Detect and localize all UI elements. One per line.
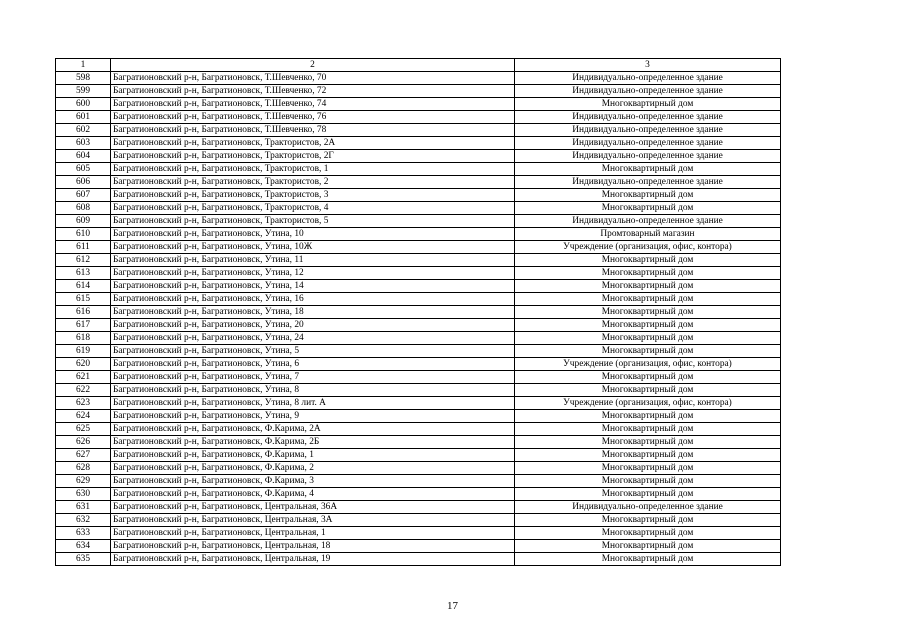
object-type-cell: Многоквартирный дом bbox=[515, 436, 781, 449]
table-row bbox=[56, 215, 781, 228]
object-type-cell: Промтоварный магазин bbox=[515, 228, 781, 241]
row-number-cell: 631 bbox=[56, 501, 111, 514]
address-cell: Багратионовский р-н, Багратионовск, Трактористов, 3 bbox=[111, 189, 515, 202]
address-cell: Багратионовский р-н, Багратионовск, Утина, 20 bbox=[111, 319, 515, 332]
object-type-cell: Многоквартирный дом bbox=[515, 488, 781, 501]
object-type-cell: Многоквартирный дом bbox=[515, 332, 781, 345]
table-row bbox=[56, 176, 781, 189]
table-row bbox=[56, 319, 781, 332]
table-row bbox=[56, 384, 781, 397]
table-row bbox=[56, 202, 781, 215]
object-type-cell: Индивидуально-определенное здание bbox=[515, 137, 781, 150]
address-cell: Багратионовский р-н, Багратионовск, Центральная, 19 bbox=[111, 553, 515, 566]
object-type-cell: Многоквартирный дом bbox=[515, 345, 781, 358]
column-header-1: 1 bbox=[56, 59, 111, 72]
address-cell: Багратионовский р-н, Багратионовск, Т.Шевченко, 72 bbox=[111, 85, 515, 98]
table-row bbox=[56, 150, 781, 163]
table-row bbox=[56, 397, 781, 410]
object-type-cell: Индивидуально-определенное здание bbox=[515, 85, 781, 98]
table-row bbox=[56, 163, 781, 176]
object-type-cell: Учреждение (организация, офис, контора) bbox=[515, 358, 781, 371]
row-number-cell: 618 bbox=[56, 332, 111, 345]
table-row bbox=[56, 124, 781, 137]
object-type-cell: Многоквартирный дом bbox=[515, 306, 781, 319]
address-cell: Багратионовский р-н, Багратионовск, Трактористов, 2Г bbox=[111, 150, 515, 163]
table-row bbox=[56, 436, 781, 449]
row-number-cell: 606 bbox=[56, 176, 111, 189]
row-number-cell: 620 bbox=[56, 358, 111, 371]
table-row bbox=[56, 410, 781, 423]
object-type-cell: Многоквартирный дом bbox=[515, 475, 781, 488]
address-cell: Багратионовский р-н, Багратионовск, Трактористов, 2 bbox=[111, 176, 515, 189]
address-cell: Багратионовский р-н, Багратионовск, Ф.Карима, 2 bbox=[111, 462, 515, 475]
object-type-cell: Многоквартирный дом bbox=[515, 384, 781, 397]
object-type-cell: Многоквартирный дом bbox=[515, 293, 781, 306]
table-row bbox=[56, 540, 781, 553]
address-cell: Багратионовский р-н, Багратионовск, Утина, 11 bbox=[111, 254, 515, 267]
object-type-cell: Учреждение (организация, офис, контора) bbox=[515, 241, 781, 254]
object-type-cell: Многоквартирный дом bbox=[515, 449, 781, 462]
row-number-cell: 600 bbox=[56, 98, 111, 111]
row-number-cell: 605 bbox=[56, 163, 111, 176]
table-row bbox=[56, 332, 781, 345]
address-cell: Багратионовский р-н, Багратионовск, Утина, 16 bbox=[111, 293, 515, 306]
row-number-cell: 628 bbox=[56, 462, 111, 475]
object-type-cell: Индивидуально-определенное здание bbox=[515, 176, 781, 189]
object-type-cell: Индивидуально-определенное здание bbox=[515, 72, 781, 85]
row-number-cell: 634 bbox=[56, 540, 111, 553]
row-number-cell: 633 bbox=[56, 527, 111, 540]
object-type-cell: Многоквартирный дом bbox=[515, 371, 781, 384]
object-type-cell: Многоквартирный дом bbox=[515, 267, 781, 280]
address-cell: Багратионовский р-н, Багратионовск, Трактористов, 1 bbox=[111, 163, 515, 176]
row-number-cell: 615 bbox=[56, 293, 111, 306]
row-number-cell: 604 bbox=[56, 150, 111, 163]
row-number-cell: 603 bbox=[56, 137, 111, 150]
table-row bbox=[56, 449, 781, 462]
table-row bbox=[56, 488, 781, 501]
row-number-cell: 635 bbox=[56, 553, 111, 566]
row-number-cell: 623 bbox=[56, 397, 111, 410]
object-type-cell: Индивидуально-определенное здание bbox=[515, 111, 781, 124]
table-row bbox=[56, 241, 781, 254]
address-cell: Багратионовский р-н, Багратионовск, Ф.Карима, 3 bbox=[111, 475, 515, 488]
row-number-cell: 608 bbox=[56, 202, 111, 215]
address-cell: Багратионовский р-н, Багратионовск, Утина, 24 bbox=[111, 332, 515, 345]
object-type-cell: Индивидуально-определенное здание bbox=[515, 501, 781, 514]
object-type-cell: Индивидуально-определенное здание bbox=[515, 215, 781, 228]
address-cell: Багратионовский р-н, Багратионовск, Утина, 7 bbox=[111, 371, 515, 384]
row-number-cell: 624 bbox=[56, 410, 111, 423]
address-cell: Багратионовский р-н, Багратионовск, Ф.Карима, 4 bbox=[111, 488, 515, 501]
address-cell: Багратионовский р-н, Багратионовск, Т.Шевченко, 76 bbox=[111, 111, 515, 124]
row-number-cell: 619 bbox=[56, 345, 111, 358]
address-cell: Багратионовский р-н, Багратионовск, Центральная, 36А bbox=[111, 501, 515, 514]
row-number-cell: 621 bbox=[56, 371, 111, 384]
address-cell: Багратионовский р-н, Багратионовск, Трактористов, 5 bbox=[111, 215, 515, 228]
table-row bbox=[56, 228, 781, 241]
object-type-cell: Многоквартирный дом bbox=[515, 254, 781, 267]
address-cell: Багратионовский р-н, Багратионовск, Утина, 5 bbox=[111, 345, 515, 358]
object-type-cell: Многоквартирный дом bbox=[515, 540, 781, 553]
row-number-cell: 599 bbox=[56, 85, 111, 98]
address-cell: Багратионовский р-н, Багратионовск, Утина, 18 bbox=[111, 306, 515, 319]
object-type-cell: Многоквартирный дом bbox=[515, 280, 781, 293]
address-cell: Багратионовский р-н, Багратионовск, Центральная, 18 bbox=[111, 540, 515, 553]
row-number-cell: 622 bbox=[56, 384, 111, 397]
table-row bbox=[56, 462, 781, 475]
table-row bbox=[56, 98, 781, 111]
row-number-cell: 609 bbox=[56, 215, 111, 228]
row-number-cell: 614 bbox=[56, 280, 111, 293]
address-cell: Багратионовский р-н, Багратионовск, Утина, 8 bbox=[111, 384, 515, 397]
table-row bbox=[56, 306, 781, 319]
row-number-cell: 598 bbox=[56, 72, 111, 85]
address-cell: Багратионовский р-н, Багратионовск, Утина, 12 bbox=[111, 267, 515, 280]
address-cell: Багратионовский р-н, Багратионовск, Т.Шевченко, 70 bbox=[111, 72, 515, 85]
table-row bbox=[56, 254, 781, 267]
object-type-cell: Индивидуально-определенное здание bbox=[515, 150, 781, 163]
address-cell: Багратионовский р-н, Багратионовск, Утина, 9 bbox=[111, 410, 515, 423]
row-number-cell: 601 bbox=[56, 111, 111, 124]
object-type-cell: Многоквартирный дом bbox=[515, 98, 781, 111]
object-type-cell: Многоквартирный дом bbox=[515, 462, 781, 475]
table-row bbox=[56, 553, 781, 566]
address-cell: Багратионовский р-н, Багратионовск, Утина, 8 лит. А bbox=[111, 397, 515, 410]
table-row bbox=[56, 527, 781, 540]
object-type-cell: Многоквартирный дом bbox=[515, 319, 781, 332]
row-number-cell: 612 bbox=[56, 254, 111, 267]
row-number-cell: 613 bbox=[56, 267, 111, 280]
table-row bbox=[56, 111, 781, 124]
table-header bbox=[56, 59, 781, 72]
table-row bbox=[56, 358, 781, 371]
address-cell: Багратионовский р-н, Багратионовск, Утина, 14 bbox=[111, 280, 515, 293]
object-type-cell: Многоквартирный дом bbox=[515, 189, 781, 202]
address-cell: Багратионовский р-н, Багратионовск, Трактористов, 2А bbox=[111, 137, 515, 150]
table-row bbox=[56, 280, 781, 293]
table-body bbox=[56, 72, 781, 566]
table-row bbox=[56, 85, 781, 98]
table-row bbox=[56, 371, 781, 384]
address-cell: Багратионовский р-н, Багратионовск, Ф.Карима, 2Б bbox=[111, 436, 515, 449]
object-type-cell: Многоквартирный дом bbox=[515, 410, 781, 423]
object-type-cell: Многоквартирный дом bbox=[515, 202, 781, 215]
table-row bbox=[56, 137, 781, 150]
object-type-cell: Многоквартирный дом bbox=[515, 553, 781, 566]
row-number-cell: 607 bbox=[56, 189, 111, 202]
address-cell: Багратионовский р-н, Багратионовск, Утина, 10Ж bbox=[111, 241, 515, 254]
row-number-cell: 602 bbox=[56, 124, 111, 137]
page-number: 17 bbox=[447, 600, 458, 612]
address-cell: Багратионовский р-н, Багратионовск, Т.Шевченко, 74 bbox=[111, 98, 515, 111]
row-number-cell: 610 bbox=[56, 228, 111, 241]
object-type-cell: Многоквартирный дом bbox=[515, 163, 781, 176]
address-cell: Багратионовский р-н, Багратионовск, Утина, 6 bbox=[111, 358, 515, 371]
object-type-cell: Индивидуально-определенное здание bbox=[515, 124, 781, 137]
table-row bbox=[56, 72, 781, 85]
row-number-cell: 611 bbox=[56, 241, 111, 254]
address-cell: Багратионовский р-н, Багратионовск, Центральная, 1 bbox=[111, 527, 515, 540]
address-cell: Багратионовский р-н, Багратионовск, Трактористов, 4 bbox=[111, 202, 515, 215]
column-header-3: 3 bbox=[515, 59, 781, 72]
address-cell: Багратионовский р-н, Багратионовск, Утина, 10 bbox=[111, 228, 515, 241]
table-row bbox=[56, 514, 781, 527]
table-row bbox=[56, 475, 781, 488]
column-header-2: 2 bbox=[111, 59, 515, 72]
row-number-cell: 627 bbox=[56, 449, 111, 462]
table-row bbox=[56, 501, 781, 514]
row-number-cell: 626 bbox=[56, 436, 111, 449]
row-number-cell: 632 bbox=[56, 514, 111, 527]
address-cell: Багратионовский р-н, Багратионовск, Центральная, 3А bbox=[111, 514, 515, 527]
header-row bbox=[56, 59, 781, 72]
table-row bbox=[56, 345, 781, 358]
address-cell: Багратионовский р-н, Багратионовск, Т.Шевченко, 78 bbox=[111, 124, 515, 137]
registry-table bbox=[55, 58, 781, 566]
object-type-cell: Учреждение (организация, офис, контора) bbox=[515, 397, 781, 410]
table-row bbox=[56, 189, 781, 202]
address-cell: Багратионовский р-н, Багратионовск, Ф.Карима, 2А bbox=[111, 423, 515, 436]
row-number-cell: 630 bbox=[56, 488, 111, 501]
address-cell: Багратионовский р-н, Багратионовск, Ф.Карима, 1 bbox=[111, 449, 515, 462]
object-type-cell: Многоквартирный дом bbox=[515, 527, 781, 540]
row-number-cell: 629 bbox=[56, 475, 111, 488]
table-row bbox=[56, 293, 781, 306]
object-type-cell: Многоквартирный дом bbox=[515, 423, 781, 436]
row-number-cell: 617 bbox=[56, 319, 111, 332]
table-row bbox=[56, 267, 781, 280]
table-row bbox=[56, 423, 781, 436]
object-type-cell: Многоквартирный дом bbox=[515, 514, 781, 527]
row-number-cell: 616 bbox=[56, 306, 111, 319]
row-number-cell: 625 bbox=[56, 423, 111, 436]
